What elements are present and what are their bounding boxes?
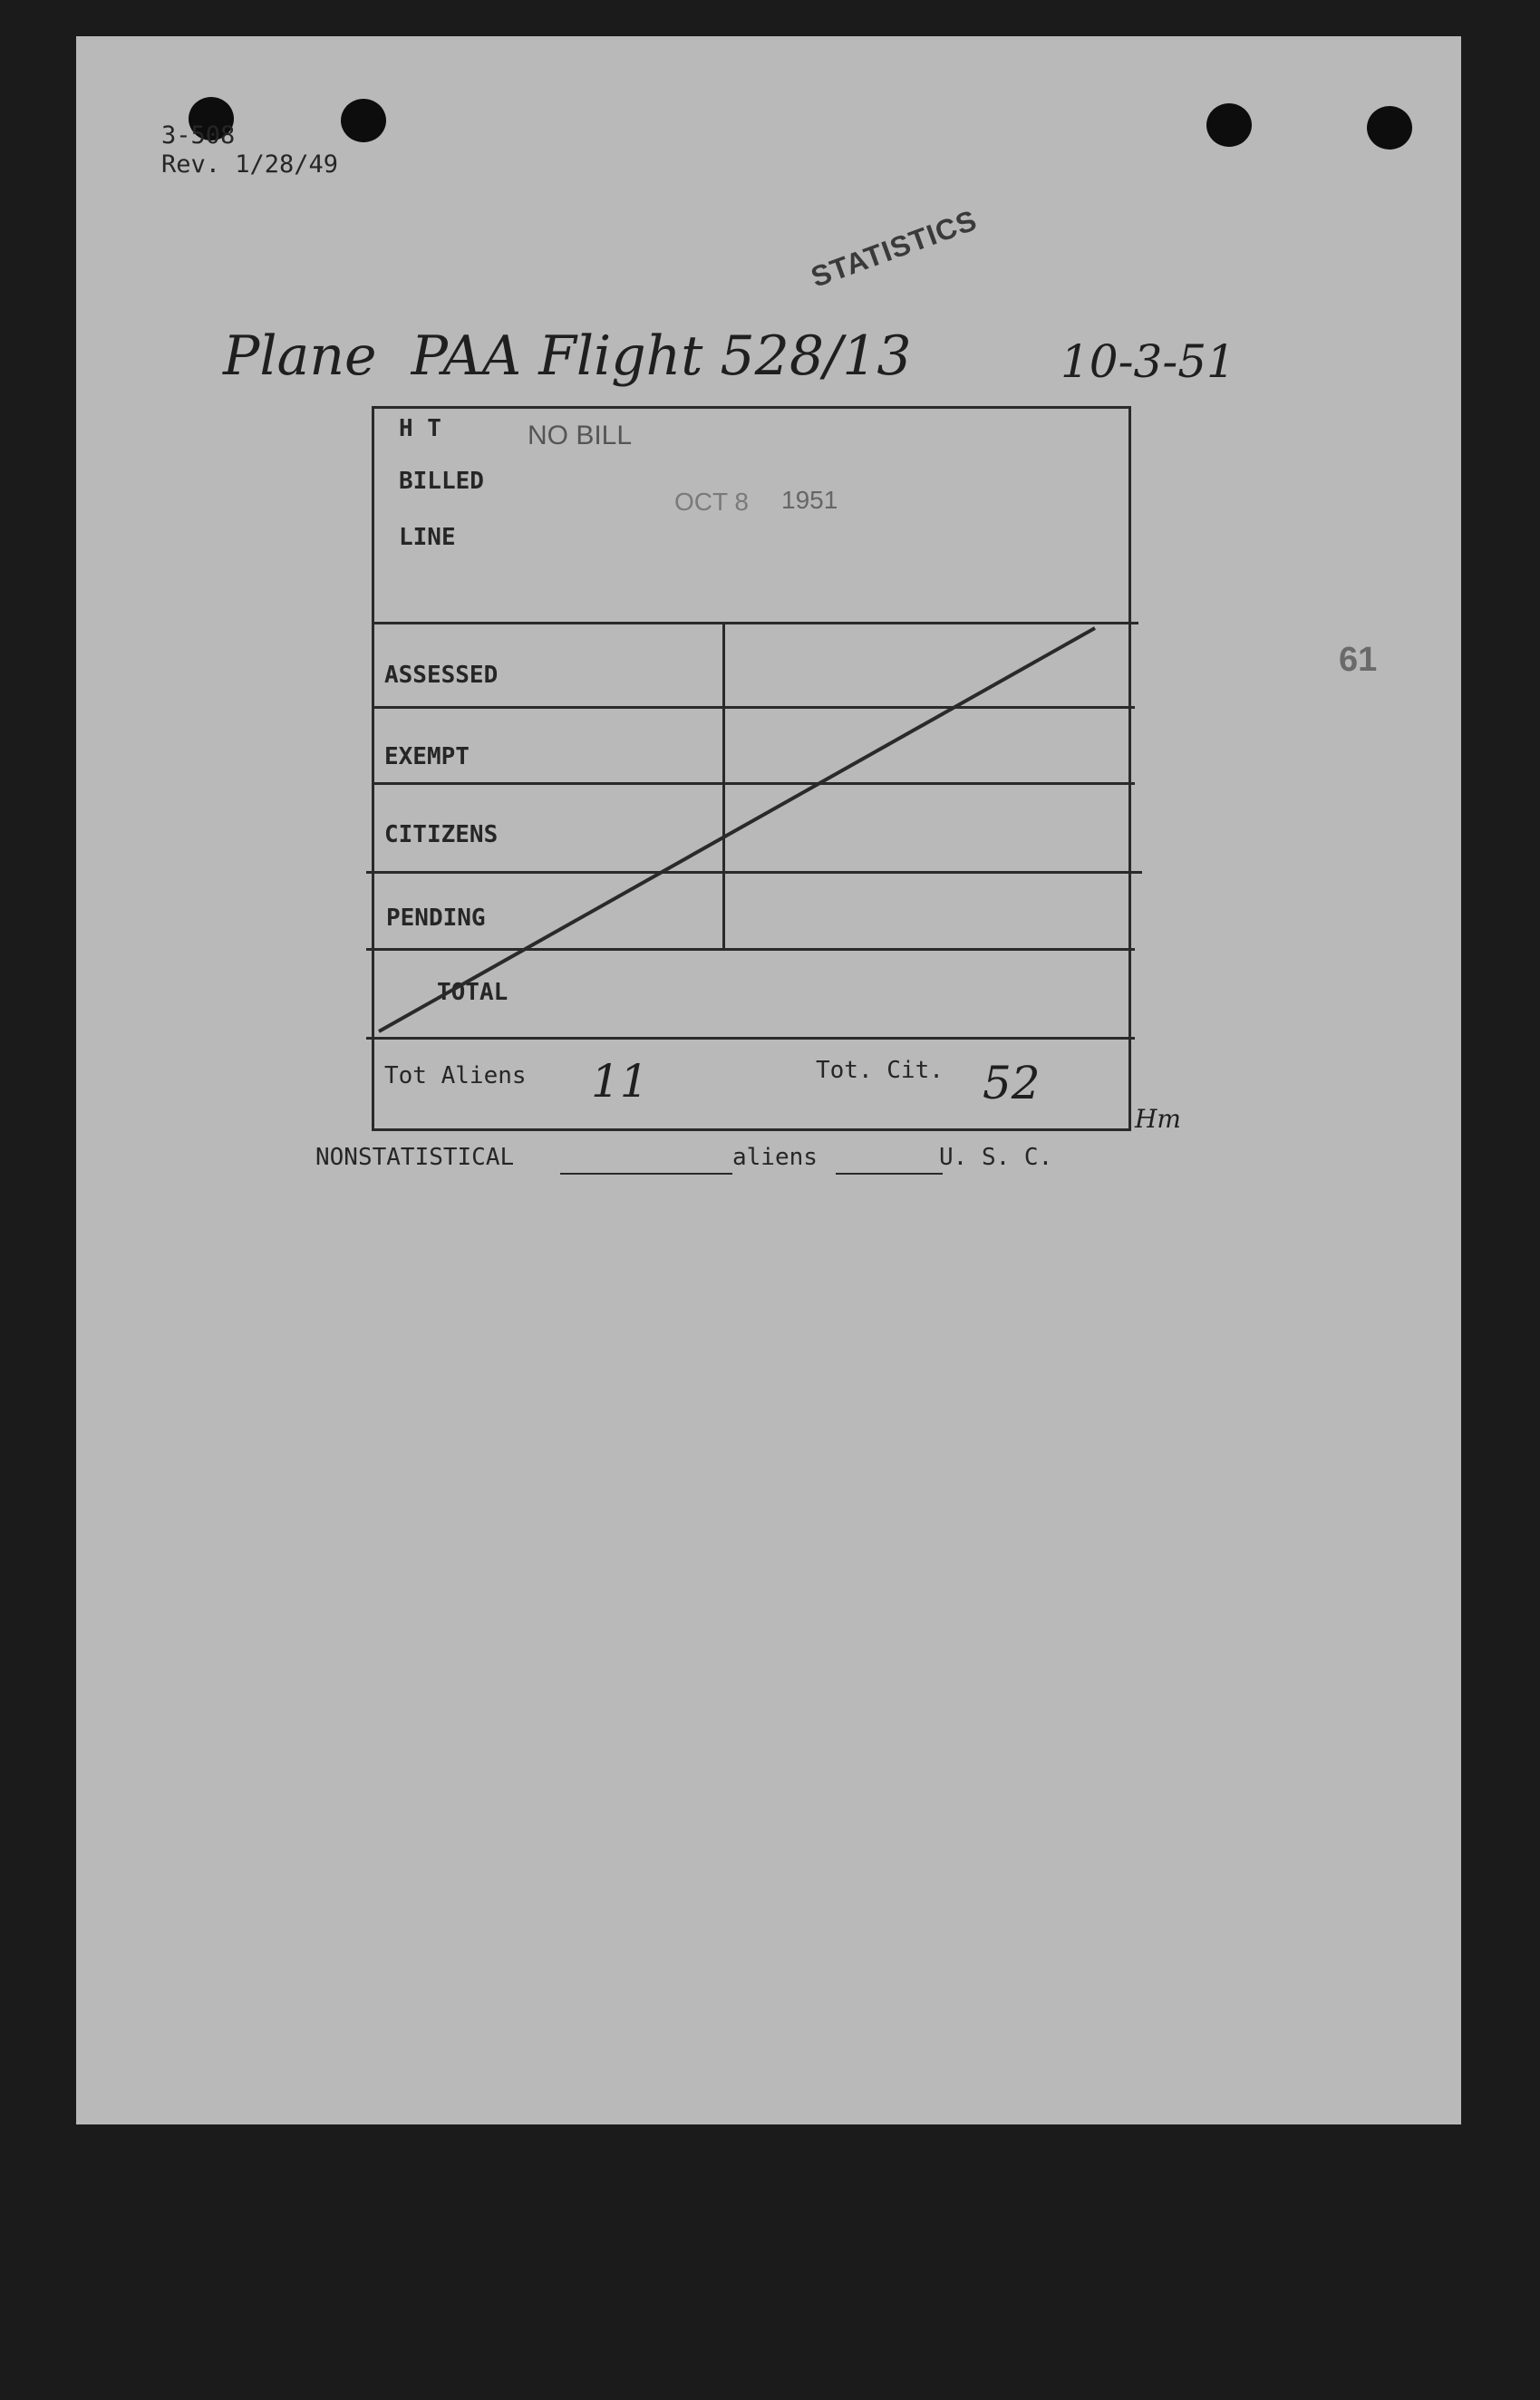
tot-cit-value: 52 [983, 1057, 1041, 1109]
date-stamp-month-day: OCT 8 [674, 488, 749, 516]
aliens-label: aliens [732, 1144, 818, 1171]
aliens-blank [836, 1173, 943, 1175]
form-revision: Rev. 1/28/49 [161, 150, 339, 179]
tot-cit-label: Tot. Cit. [816, 1057, 944, 1084]
nonstatistical-label: NONSTATISTICAL [315, 1144, 515, 1171]
billed-label: BILLED [399, 468, 484, 495]
nonstatistical-blank [560, 1173, 732, 1175]
ht-label: H T [399, 415, 441, 442]
row-label-citizens: CITIZENS [384, 821, 499, 848]
carrier-handwritten: Plane PAA Flight 528/13 [223, 324, 912, 388]
tot-aliens-value: 11 [591, 1055, 649, 1108]
row-label-exempt: EXEMPT [384, 743, 470, 770]
date-stamp-year: 1951 [781, 486, 838, 514]
date-handwritten: 10-3-51 [1061, 335, 1235, 388]
form-number: 3-508 [161, 121, 236, 150]
statistics-stamp: STATISTICS [807, 203, 982, 294]
clerk-initials: Hm [1135, 1104, 1181, 1134]
no-bill-stamp: NO BILL [528, 421, 633, 450]
row-label-pending: PENDING [386, 905, 486, 932]
row-label-total: TOTAL [437, 979, 508, 1006]
row-label-assessed: ASSESSED [384, 662, 499, 689]
page-number: 61 [1339, 641, 1378, 679]
line-label: LINE [399, 524, 456, 551]
tot-aliens-label: Tot Aliens [384, 1062, 527, 1089]
usc-label: U. S. C. [939, 1144, 1053, 1171]
